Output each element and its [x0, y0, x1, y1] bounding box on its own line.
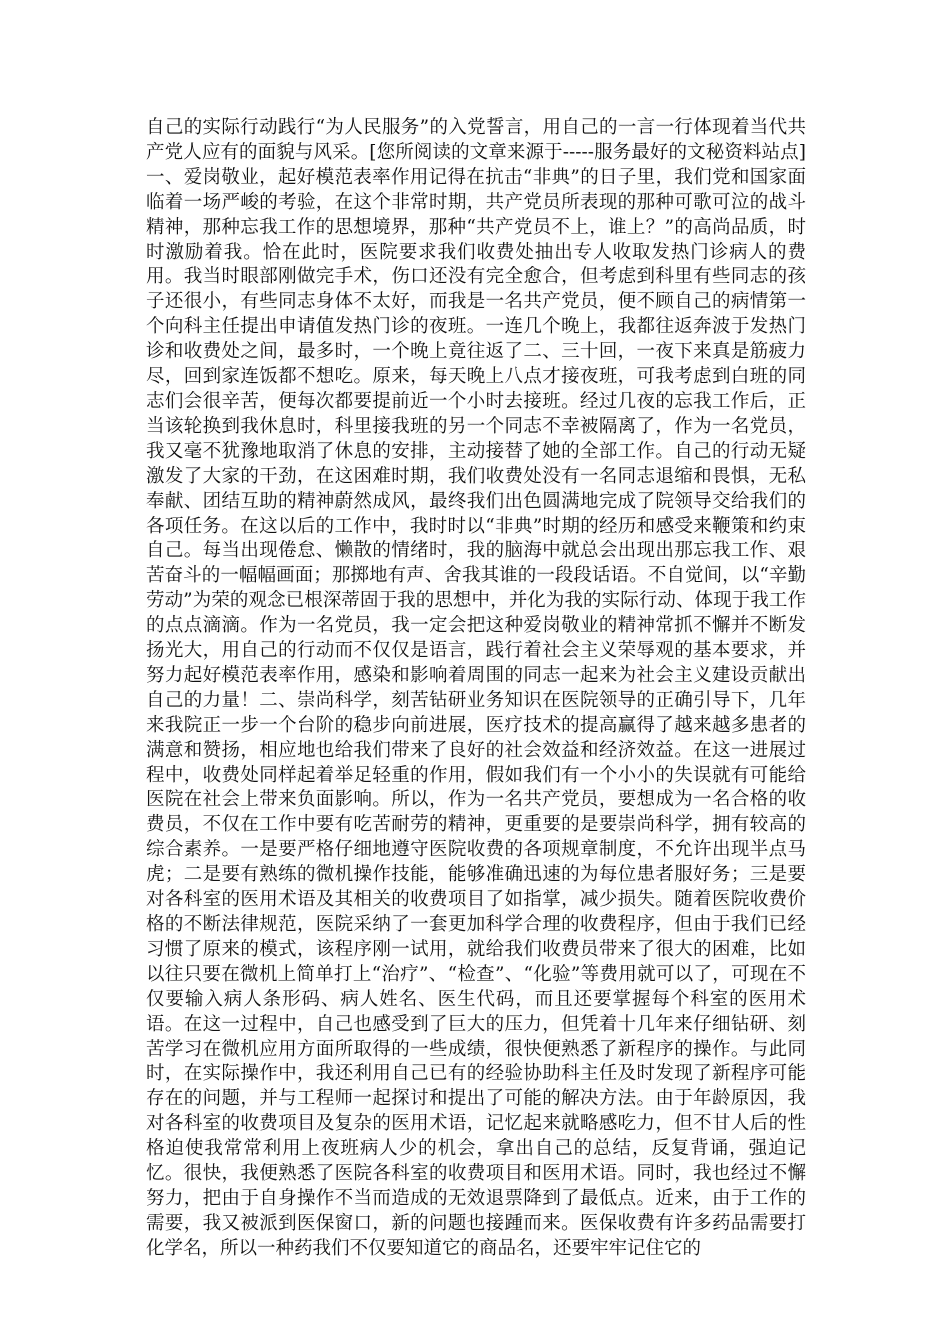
body-paragraph: 自己的实际行动践行“为人民服务”的入党誓言，用自己的一言一行体现着当代共产党人应有的面貌与风采。[您所阅读的文章来源于-----服务最好的文秘资料站点]一、爱岗敬业，起好模范表率作用记得在抗击“非典”的日子里，我们党和国家面临着一场严峻的考验，在这个非常时期，共产党员所表现的那种可歌可泣的战斗精神，那种忘我工作的思想境界，那种“共产党员不上，谁上？”的高尚品质，时时激励着我。恰在此时，医院要求我们收费处抽出专人收取发热门诊病人的费用。我当时眼部刚做完手术，伤口还没有完全愈合，但考虑到科里有些同志的孩子还很小，有些同志身体不太好，而我是一名共产党员，便不顾自己的病情第一个向科主任提出申请值发热门诊的夜班。一连几个晚上，我都往返奔波于发热门诊和收费处之间，最多时，一个晚上竟往返了二、三十回，一夜下来真是筋疲力尽，回到家连饭都不想吃。原来，每天晚上八点才接夜班，可我考虑到白班的同志们会很辛苦，便每次都要提前近一个小时去接班。经过几夜的忘我工作后，正当该轮换到我休息时，科里接我班的另一个同志不幸被隔离了，作为一名党员，我又毫不犹豫地取消了休息的安排，主动接替了她的全部工作。自己的行动无疑激发了大家的干劲，在这困难时期，我们收费处没有一名同志退缩和畏惧，无私奉献、团结互助的精神蔚然成风，最终我们出色圆满地完成了院领导交给我们的各项任务。在这以后的工作中，我时时以“非典”时期的经历和感受来鞭策和约束自己。每当出现倦怠、懒散的情绪时，我的脑海中就总会出现出那忘我工作、艰苦奋斗的一幅幅画面；那掷地有声、舍我其谁的一段段话语。不自觉间，以“辛勤劳动”为荣的观念已根深蒂固于我的思想中，并化为我的实际行动、体现于我工作的点点滴滴。作为一名党员，我一定会把这种爱岗敬业的精神常抓不懈并不断发扬光大，用自己的行动而不仅仅是语言，践行着社会主义荣辱观的基本要求，并努力起好模范表率作用，感染和影响着周围的同志一起来为社会主义建设贡献出自己的力量！二、崇尚科学，刻苦钻研业务知识在医院领导的正确引导下，几年来我院正一步一个台阶的稳步向前进展，医疗技术的提高赢得了越来越多患者的满意和赞扬，相应地也给我们带来了良好的社会效益和经济效益。在这一进展过程中，收费处同样起着举足轻重的作用，假如我们有一个小小的失误就有可能给医院在社会上带来负面影响。所以，作为一名共产党员，要想成为一名合格的收费员，不仅在工作中要有吃苦耐劳的精神，更重要的是要崇尚科学，拥有较高的综合素养。一是要严格仔细地遵守医院收费的各项规章制度，不允许出现半点马虎；二是要有熟练的微机操作技能，能够准确迅速的为每位患者服好务；三是要对各科室的医用术语及其相关的收费项目了如指掌，减少损失。随着医院收费价格的不断法律规范，医院采纳了一套更加科学合理的收费程序，但由于我们已经习惯了原来的模式，该程序刚一试用，就给我们收费员带来了很大的困难，比如以往只要在微机上简单打上“治疗”、“检查”、“化验”等费用就可以了，可现在不仅要输入病人条形码、病人姓名、医生代码，而且还要掌握每个科室的医用术语。在这一过程中，自己也感受到了巨大的压力，但凭着十几年来仔细钻研、刻苦学习在微机应用方面所取得的一些成绩，很快便熟悉了新程序的操作。与此同时，在实际操作中，我还利用自己已有的经验协助科主任及时发现了新程序可能存在的问题，并与工程师一起探讨和提出了可能的解决方法。由于年龄原因，我对各科室的收费项目及复杂的医用术语，记忆起来就略感吃力，但不甘人后的性格迫使我常常利用上夜班病人少的机会，拿出自己的总结，反复背诵，强迫记忆。很快，我便熟悉了医院各科室的收费项目和医用术语。同时，我也经过不懈努力，把由于自身操作不当而造成的无效退票降到了最低点。近来，由于工作的需要，我又被派到医保窗口，新的问题也接踵而来。医保收费有许多药品需要打化学名，所以一种药我们不仅要知道它的商品名，还要牢牢记住它的 — [146, 117, 806, 1259]
